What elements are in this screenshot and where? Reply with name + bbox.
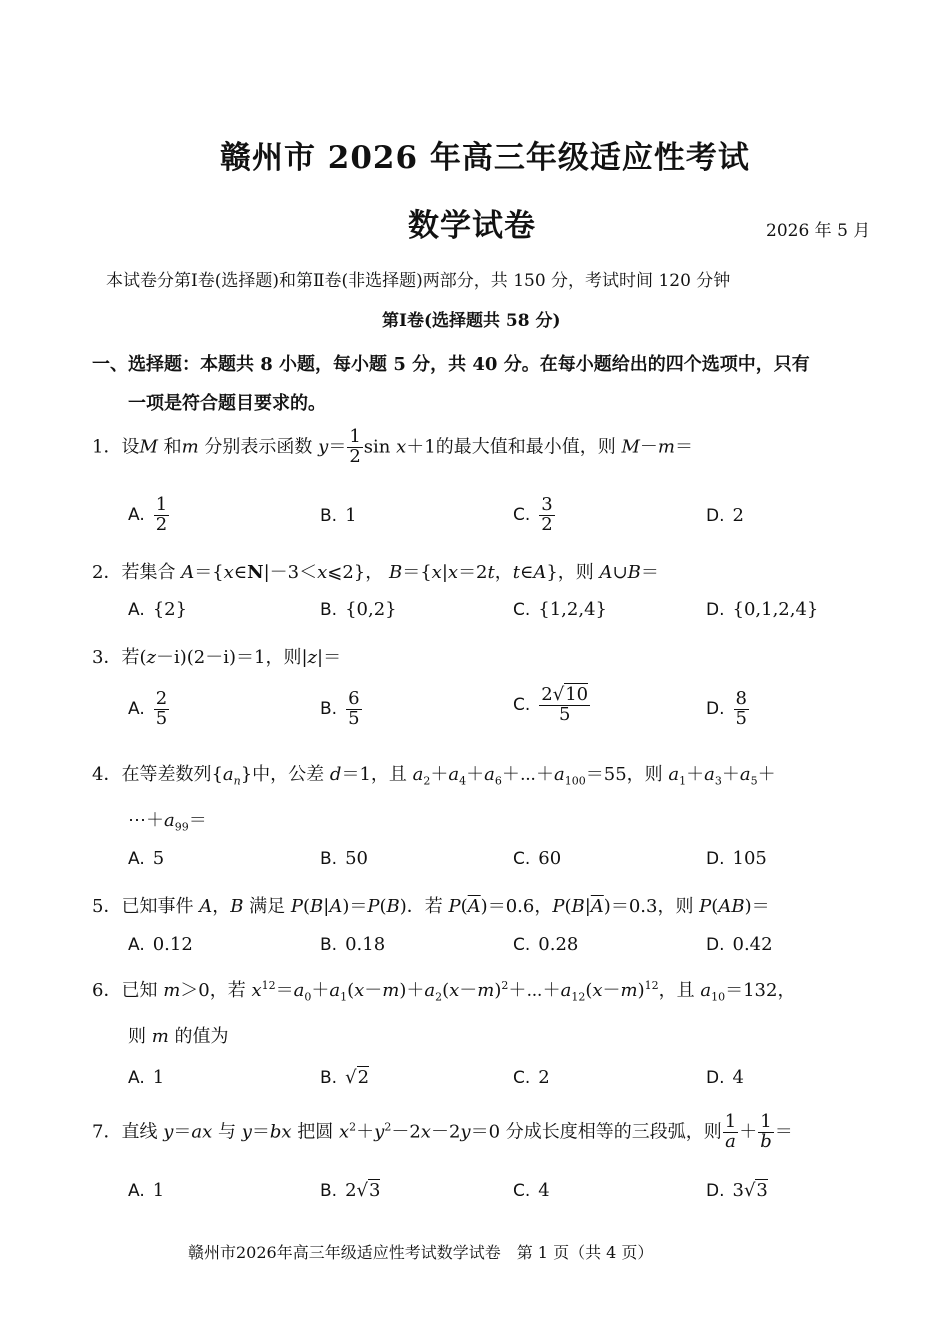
subject-title: 数学试卷 [408,208,536,244]
q3-option-c[interactable]: C. $\frac{2√10}{5}$ [513,684,589,725]
q6-option-d[interactable]: D. 4 [706,1067,744,1088]
q5-option-d[interactable]: D. 0.42 [706,934,773,955]
q2-option-a[interactable]: A. {2} [128,599,188,620]
part-title: 第Ⅰ卷(选择题共 58 分) [382,311,561,331]
page-footer: 赣州市2026年高三年级适应性考试数学试卷 第 1 页（共 4 页） [188,1243,654,1262]
question-number: 2． [92,562,122,583]
exam-date: 2026 年 5 月 [766,221,871,241]
q7-option-c[interactable]: C. 4 [513,1180,550,1201]
q7-option-a[interactable]: A. 1 [128,1180,165,1201]
q6-option-c[interactable]: C. 2 [513,1067,550,1088]
question-1: 1．设M 和m 分别表示函数 y＝ $\frac{1}{2}$ sin x＋1的最大值和最小值，则 M－m＝ [92,426,693,467]
question-number: 5． [92,896,122,917]
exam-title: 赣州市 2026 年高三年级适应性考试 [220,140,750,176]
q5-option-c[interactable]: C. 0.28 [513,934,579,955]
q6-option-a[interactable]: A. 1 [128,1067,165,1088]
q4-option-b[interactable]: B. 50 [320,848,368,869]
q7-option-d[interactable]: D. 3√3 [706,1180,768,1201]
q3-option-a[interactable]: A. $\frac{2}{5}$ [128,688,168,729]
q5-option-b[interactable]: B. 0.18 [320,934,386,955]
question-number: 3． [92,647,122,668]
question-6-line2: 则 m 的值为 [128,1026,229,1047]
question-3: 3．若(z－i)(2－i)＝1，则|z|＝ [92,647,342,668]
q5-option-a[interactable]: A. 0.12 [128,934,193,955]
question-4-line1: 4．在等差数列$\{a_n\}$中，公差 d＝1，且 $a_2+a_4+a_6+\cdots+a_{100}=55$，则 $a_1+a_3+a_5+$ [92,764,776,788]
q3-option-b[interactable]: B. $\frac{6}{5}$ [320,688,360,729]
q4-option-c[interactable]: C. 60 [513,848,562,869]
question-number: 4． [92,764,122,785]
q6-option-b[interactable]: B. √2 [320,1067,370,1088]
q4-option-d[interactable]: D. 105 [706,848,767,869]
q1-option-b[interactable]: B. 1 [320,505,357,526]
exam-intro: 本试卷分第Ⅰ卷(选择题)和第Ⅱ卷(非选择题)两部分，共 150 分，考试时间 120 分钟 [106,271,731,291]
question-number: 7． [92,1121,122,1143]
question-number: 1． [92,436,122,458]
q2-option-d[interactable]: D. {0,1,2,4} [706,599,819,620]
q7-option-b[interactable]: B. 2√3 [320,1180,381,1201]
q3-option-d[interactable]: D. $\frac{8}{5}$ [706,688,747,729]
q1-option-c[interactable]: C. $\frac{3}{2}$ [513,494,553,535]
section-heading-line2: 一项是符合题目要求的。 [128,393,326,414]
question-6-line1: 6．已知 m＞0，若 $x^{12}=a_0+a_1(x-m)+a_2(x-m)^2+\cdots+a_{12}(x-m)^{12}$，且 $a_{10}=132$， [92,979,796,1004]
question-2: 2．若集合 A＝{x∈N|－3＜x⩽2}， B＝{x|x＝2t，t∈A}，则 A∪B＝ [92,562,659,583]
question-4-line2: $\cdots+a_{99}=$ [128,810,207,834]
question-7: 7．直线 y＝ax 与 y＝bx 把圆 $x^2+y^2-2x-2y=0$ 分成长度相等的三段弧，则 $\frac{1}{a}$ ＋ $\frac{1}{b}$ ＝ [92,1111,793,1152]
question-number: 6． [92,980,122,1001]
q2-option-b[interactable]: B. {0,2} [320,599,397,620]
q4-option-a[interactable]: A. 5 [128,848,165,869]
section-heading-line1: 一、选择题：本题共 8 小题，每小题 5 分，共 40 分。在每小题给出的四个选项中，只有 [92,354,810,375]
q1-option-a[interactable]: A. $\frac{1}{2}$ [128,494,168,535]
q1-option-d[interactable]: D. 2 [706,505,744,526]
question-5: 5．已知事件 A，B 满足 P(B|A)＝P(B)．若 $P(\overline{A})=0.6$，$P(B|\overline{A})=0.3$，则 P(AB)＝ [92,896,770,917]
q2-option-c[interactable]: C. {1,2,4} [513,599,607,620]
